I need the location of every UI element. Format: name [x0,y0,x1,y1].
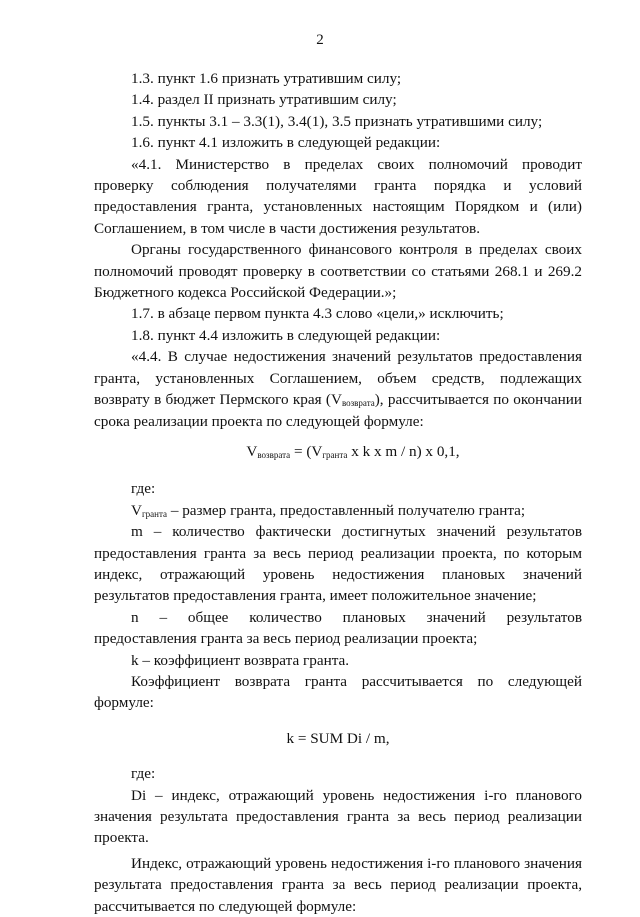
clause-4-4: «4.4. В случае недостижения значений результатов предоставления гранта, установленных Соглашением, объем средств, подлежащих возврату в бюджет Пермского края $(V_{возврата})$, рассчитывается по окончании срока реализации проекта по следующей формуле: [94,348,582,430]
formula-coefficient: k = SUM Di / m, [286,729,390,747]
index-intro: Индекс, отражающий уровень недостижения i-го планового значения результата предоставления гранта за весь период реализации проекта, рассчитывается по следующей формуле: [94,854,582,915]
item-1-5: 1.5. пункты 3.1 – 3.3(1), 3.4(1), 3.5 признать утратившими силу; [131,112,543,130]
item-1-8: 1.8. пункт 4.4 изложить в следующей редакции: [131,326,441,344]
page-number: 2 [316,32,324,48]
item-1-3: 1.3. пункт 1.6 признать утратившим силу; [131,70,402,87]
item-1-6: 1.6. пункт 4.1 изложить в следующей редакции: [131,134,441,152]
definition-v-grant: $V_{гранта}$ – размер гранта, предоставленный получателю гранта; [131,501,526,519]
document-body [94,68,582,917]
item-1-4: 1.4. раздел II признать утратившим силу; [131,91,397,109]
where-label-2: где: [131,765,156,783]
formula-refund: $V_{возврата} = (V_{гранта}$ x k x m / n) x 0,1, [246,442,460,460]
clause-4-1-control: Органы государственного финансового контроля в пределах своих полномочий проводят проверку в соответствии со статьями 268.1 и 269.2 Бюджетного кодекса Российской Федерации.»; [94,241,582,302]
definition-n: n – общее количество плановых значений результатов предоставления гранта за весь период реализации проекта; [94,608,582,648]
definition-di: Di – индекс, отражающий уровень недостижения i-го планового значения результата предоставления гранта за весь период реализации проекта. [94,786,582,847]
coefficient-intro: Коэффициент возврата гранта рассчитывается по следующей формуле: [94,672,582,712]
item-1-7: 1.7. в абзаце первом пункта 4.3 слово «цели,» исключить; [131,305,504,323]
where-label-1: где: [131,480,156,498]
definition-m: m – количество фактически достигнутых значений результатов предоставления гранта за весь период реализации проекта, по которым индекс, отражающий уровень недостижения плановых значений результатов предоставления гранта, имеет положительное значение; [94,523,582,605]
definition-k: k – коэффициент возврата гранта. [131,651,350,669]
clause-4-1: «4.1. Министерство в пределах своих полномочий проводит проверку соблюдения получателями гранта порядка и условий предоставления гранта, установленных настоящим Порядком и (или) Соглашением, в том числе в части достижения результатов. [94,155,582,237]
